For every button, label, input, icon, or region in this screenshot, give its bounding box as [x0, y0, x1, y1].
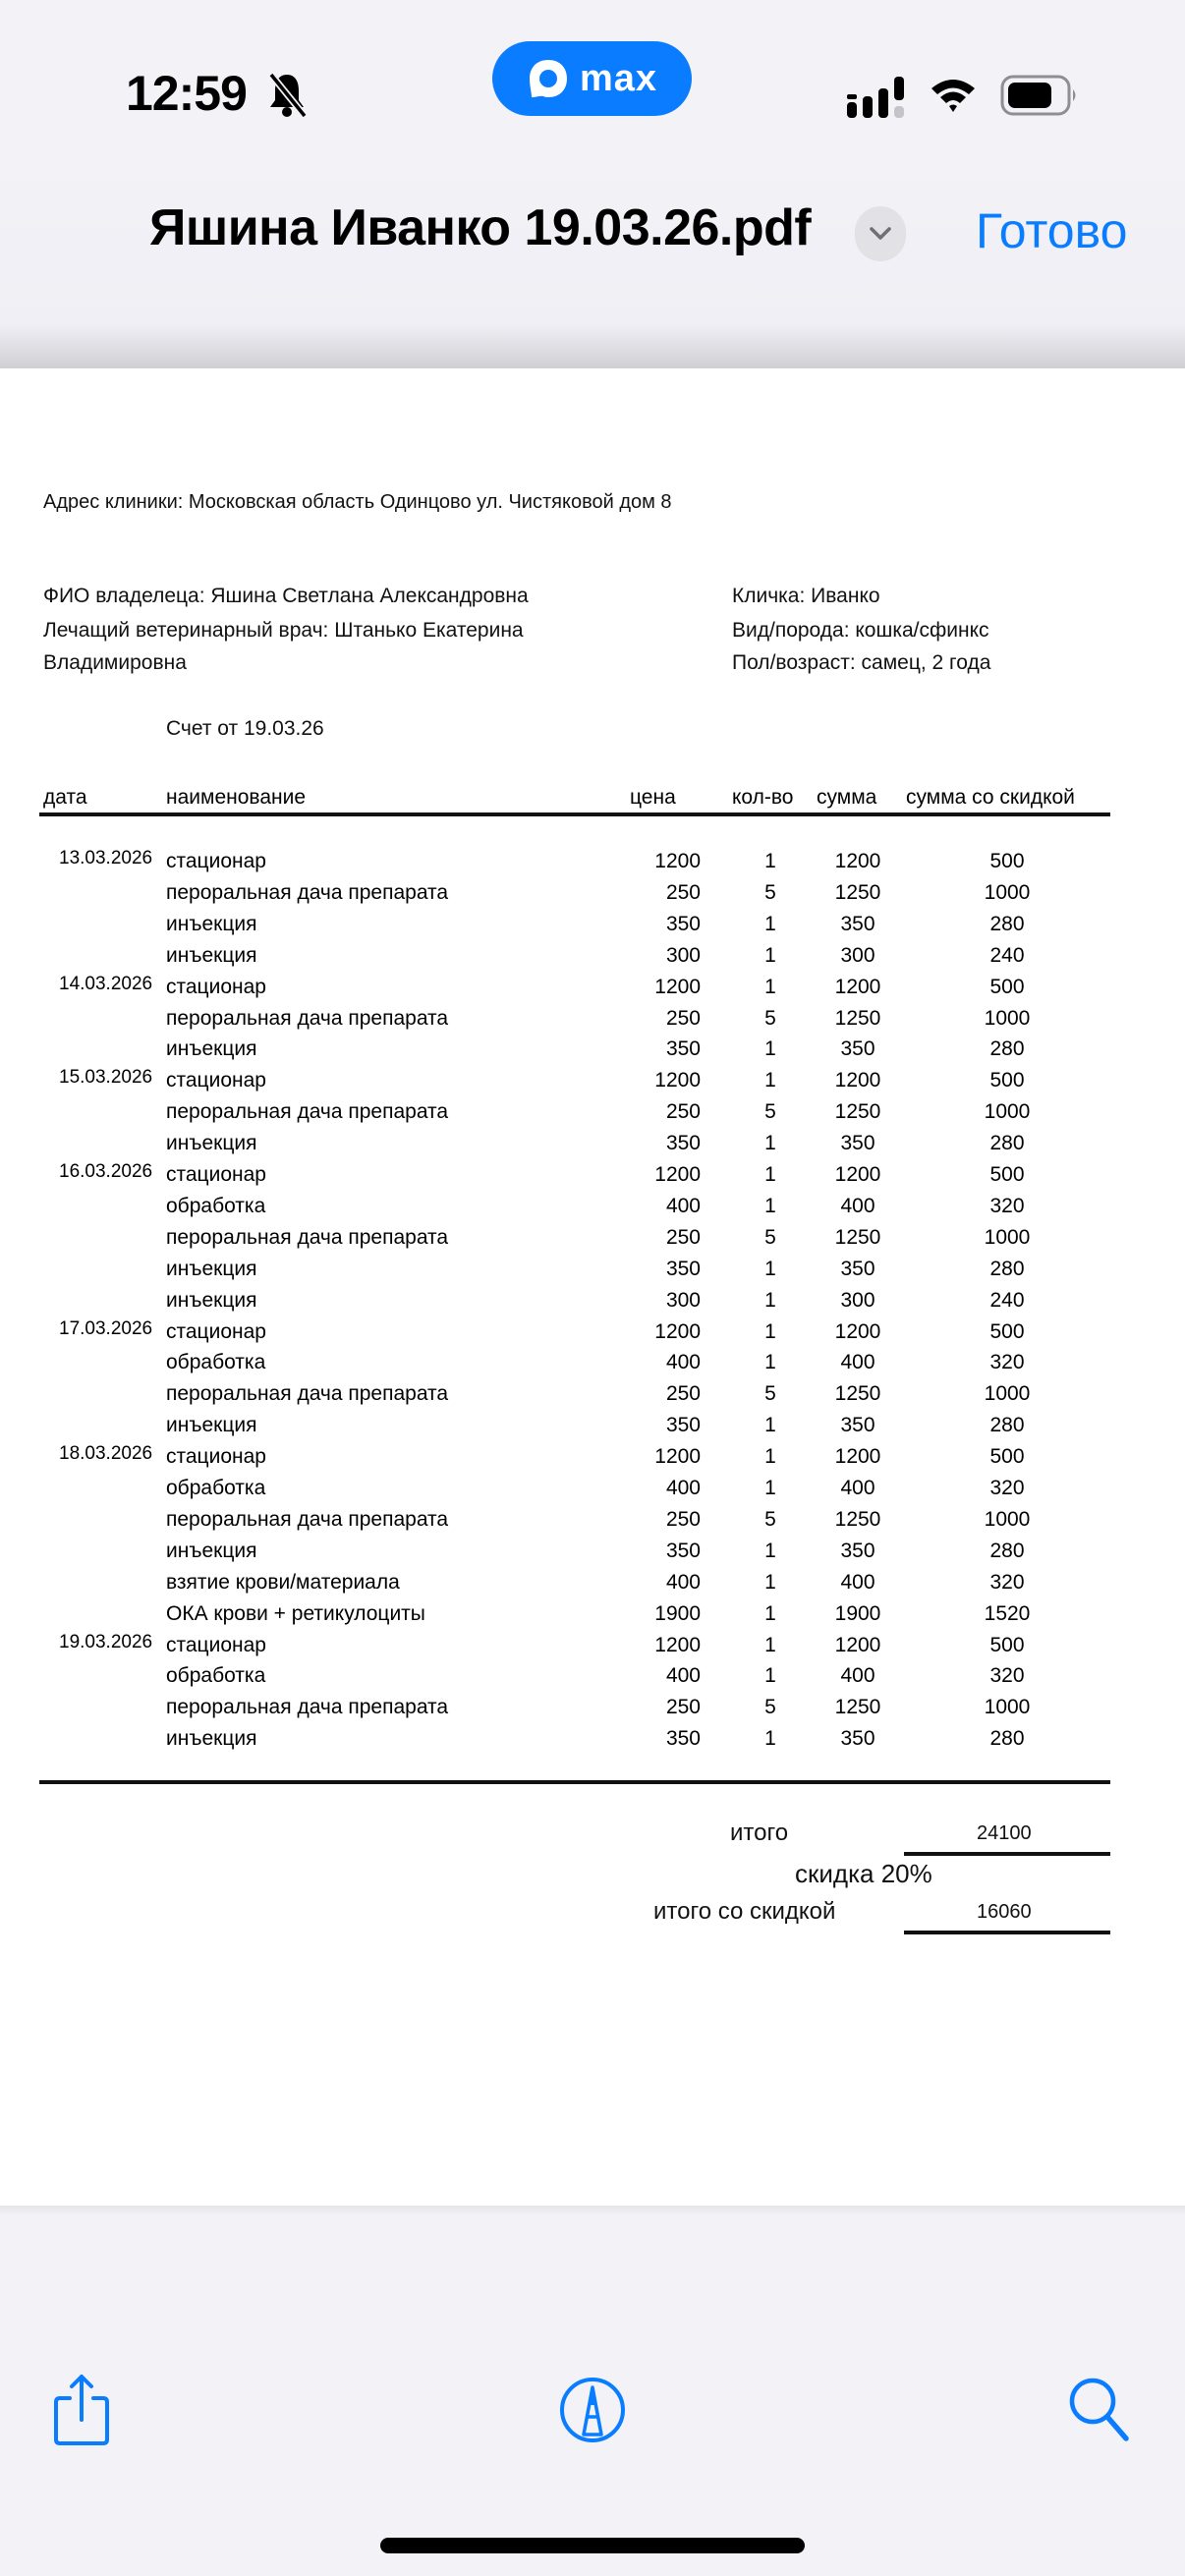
col-discounted: сумма со скидкой — [906, 786, 1075, 809]
table-row — [0, 1508, 1185, 1540]
row-qty: 1 — [764, 1069, 776, 1092]
row-discounted-sum: 500 — [989, 1163, 1025, 1186]
header-divider — [39, 812, 1110, 816]
row-price: 1200 — [654, 1633, 701, 1656]
table-row — [0, 1602, 1185, 1634]
cellular-signal-icon — [847, 77, 908, 118]
row-price: 350 — [665, 1257, 701, 1280]
row-price: 300 — [665, 943, 701, 967]
total-label: итого — [730, 1820, 789, 1846]
row-name: обработка — [166, 1194, 266, 1217]
row-date: 13.03.2026 — [59, 848, 153, 868]
discount-label: скидка 20% — [795, 1859, 932, 1888]
row-qty: 1 — [764, 1539, 776, 1562]
discounted-total-label: итого со скидкой — [653, 1898, 836, 1925]
row-qty: 1 — [764, 1414, 776, 1437]
row-discounted-sum: 500 — [989, 1633, 1025, 1656]
row-name: обработка — [166, 1351, 266, 1374]
row-sum: 350 — [840, 1539, 875, 1562]
row-discounted-sum: 320 — [989, 1351, 1025, 1374]
row-discounted-sum: 240 — [989, 1288, 1025, 1312]
table-row — [0, 944, 1185, 976]
table-row — [0, 1037, 1185, 1069]
row-sum: 1250 — [834, 880, 881, 904]
row-qty: 1 — [764, 912, 776, 935]
row-name: стационар — [166, 975, 266, 998]
row-sum: 1250 — [834, 1225, 881, 1249]
row-price: 1200 — [654, 1069, 701, 1092]
row-name: стационар — [166, 1633, 266, 1656]
row-price: 400 — [665, 1477, 701, 1499]
pet-name: Кличка: Иванко — [732, 585, 880, 607]
title-menu-button[interactable] — [855, 206, 906, 261]
row-price: 400 — [665, 1351, 701, 1374]
row-name: пероральная дача препарата — [166, 880, 449, 904]
row-qty: 1 — [764, 1288, 776, 1312]
row-discounted-sum: 280 — [989, 1539, 1025, 1562]
row-qty: 1 — [764, 1664, 776, 1688]
col-date: дата — [43, 786, 87, 809]
row-qty: 1 — [764, 1257, 776, 1280]
table-row — [0, 1195, 1185, 1226]
row-name: инъекция — [166, 1539, 257, 1562]
row-qty: 5 — [764, 1100, 776, 1124]
row-qty: 1 — [764, 1037, 776, 1061]
row-sum: 400 — [840, 1664, 875, 1688]
row-sum: 1200 — [834, 850, 881, 872]
table-row — [0, 850, 1185, 881]
row-sum: 400 — [840, 1477, 875, 1499]
row-sum: 400 — [840, 1194, 875, 1217]
invoice-title: Счет от 19.03.26 — [166, 717, 324, 740]
search-icon — [1067, 2376, 1132, 2444]
row-sum: 1200 — [834, 1163, 881, 1186]
row-name: ОКА крови + ретикулоциты — [166, 1601, 425, 1625]
search-button[interactable] — [1065, 2373, 1134, 2447]
row-sum: 1250 — [834, 1507, 881, 1531]
share-button[interactable] — [47, 2373, 116, 2447]
row-sum: 1200 — [834, 1445, 881, 1469]
row-discounted-sum: 280 — [989, 1132, 1025, 1155]
table-row — [0, 1414, 1185, 1445]
table-row — [0, 1132, 1185, 1163]
done-button[interactable]: Готово — [976, 203, 1128, 258]
row-date: 18.03.2026 — [59, 1443, 153, 1465]
row-discounted-sum: 280 — [989, 1727, 1025, 1751]
discounted-total-value: 16060 — [977, 1901, 1032, 1923]
pet-sex-age: Пол/возраст: самец, 2 года — [732, 651, 991, 674]
col-price: цена — [630, 786, 676, 809]
table-row — [0, 1007, 1185, 1038]
row-discounted-sum: 1000 — [984, 1225, 1031, 1249]
table-row — [0, 881, 1185, 913]
table-row — [0, 1100, 1185, 1132]
table-row — [0, 1571, 1185, 1602]
row-name: пероральная дача препарата — [166, 1507, 449, 1531]
row-discounted-sum: 500 — [989, 850, 1025, 872]
row-discounted-sum: 240 — [989, 943, 1025, 967]
row-price: 1200 — [654, 1445, 701, 1469]
table-row — [0, 1069, 1185, 1100]
home-indicator[interactable] — [380, 2538, 805, 2553]
row-qty: 1 — [764, 943, 776, 967]
row-discounted-sum: 320 — [989, 1664, 1025, 1688]
row-price: 1200 — [654, 975, 701, 998]
row-name: стационар — [166, 1069, 266, 1092]
row-discounted-sum: 1000 — [984, 1006, 1031, 1030]
row-sum: 400 — [840, 1570, 875, 1594]
row-sum: 350 — [840, 1727, 875, 1751]
table-row — [0, 1351, 1185, 1382]
row-price: 350 — [665, 1037, 701, 1061]
row-discounted-sum: 1000 — [984, 880, 1031, 904]
discounted-total-underline — [904, 1931, 1110, 1934]
row-sum: 350 — [840, 1414, 875, 1437]
row-discounted-sum: 500 — [989, 1069, 1025, 1092]
max-logo-icon — [527, 57, 570, 100]
row-qty: 1 — [764, 850, 776, 872]
row-qty: 5 — [764, 880, 776, 904]
row-price: 250 — [665, 1006, 701, 1030]
row-qty: 5 — [764, 1696, 776, 1719]
row-qty: 1 — [764, 1351, 776, 1374]
bottom-toolbar — [0, 2206, 1185, 2576]
row-date: 17.03.2026 — [59, 1317, 153, 1339]
row-name: инъекция — [166, 912, 257, 935]
row-price: 1200 — [654, 850, 701, 872]
row-qty: 5 — [764, 1006, 776, 1030]
row-name: инъекция — [166, 1288, 257, 1312]
table-row — [0, 1477, 1185, 1508]
row-sum: 1200 — [834, 1069, 881, 1092]
row-qty: 1 — [764, 1570, 776, 1594]
app-pill-label: max — [579, 57, 658, 99]
chevron-down-icon — [870, 227, 891, 241]
row-price: 250 — [665, 880, 701, 904]
row-qty: 1 — [764, 1633, 776, 1656]
row-sum: 350 — [840, 1257, 875, 1280]
row-price: 350 — [665, 1727, 701, 1751]
row-name: инъекция — [166, 1132, 257, 1155]
table-row — [0, 1289, 1185, 1320]
row-sum: 1200 — [834, 1319, 881, 1343]
active-app-pill[interactable] — [492, 41, 692, 116]
table-bottom-divider — [39, 1780, 1110, 1784]
row-sum: 300 — [840, 943, 875, 967]
bell-slash-icon — [265, 71, 309, 120]
table-row — [0, 1382, 1185, 1414]
table-row — [0, 1163, 1185, 1195]
markup-button[interactable] — [558, 2373, 627, 2447]
doctor-name-line1: Лечащий ветеринарный врач: Штанько Екатерина — [43, 619, 524, 642]
table-row — [0, 1727, 1185, 1759]
wifi-icon — [930, 77, 977, 114]
row-name: инъекция — [166, 943, 257, 967]
row-sum: 350 — [840, 912, 875, 935]
row-name: обработка — [166, 1664, 266, 1688]
row-qty: 1 — [764, 1477, 776, 1499]
navigation-bar — [0, 147, 1185, 368]
row-price: 300 — [665, 1288, 701, 1312]
row-sum: 1250 — [834, 1006, 881, 1030]
row-sum: 1200 — [834, 975, 881, 998]
row-qty: 5 — [764, 1225, 776, 1249]
row-price: 400 — [665, 1664, 701, 1688]
row-name: стационар — [166, 1163, 266, 1186]
row-date: 14.03.2026 — [59, 973, 153, 994]
row-name: пероральная дача препарата — [166, 1100, 449, 1124]
row-price: 1200 — [654, 1163, 701, 1186]
row-price: 250 — [665, 1507, 701, 1531]
status-time: 12:59 — [126, 66, 247, 121]
row-discounted-sum: 280 — [989, 1414, 1025, 1437]
row-sum: 1900 — [834, 1601, 881, 1625]
row-sum: 300 — [840, 1288, 875, 1312]
row-price: 1900 — [654, 1601, 701, 1625]
row-price: 350 — [665, 912, 701, 935]
row-name: инъекция — [166, 1727, 257, 1751]
total-value: 24100 — [977, 1822, 1032, 1844]
row-qty: 1 — [764, 1194, 776, 1217]
table-row — [0, 1226, 1185, 1258]
row-price: 400 — [665, 1194, 701, 1217]
table-row — [0, 1540, 1185, 1571]
share-icon — [52, 2373, 111, 2447]
row-price: 250 — [665, 1382, 701, 1406]
row-price: 350 — [665, 1539, 701, 1562]
row-discounted-sum: 320 — [989, 1477, 1025, 1499]
col-name: наименование — [166, 786, 307, 809]
row-price: 250 — [665, 1696, 701, 1719]
row-discounted-sum: 1000 — [984, 1382, 1031, 1406]
row-name: пероральная дача препарата — [166, 1382, 449, 1406]
row-qty: 1 — [764, 975, 776, 998]
row-discounted-sum: 1000 — [984, 1100, 1031, 1124]
row-qty: 1 — [764, 1601, 776, 1625]
row-sum: 1250 — [834, 1696, 881, 1719]
row-price: 350 — [665, 1132, 701, 1155]
row-sum: 1200 — [834, 1633, 881, 1656]
row-discounted-sum: 280 — [989, 1037, 1025, 1061]
col-qty: кол-во — [732, 786, 794, 809]
row-name: пероральная дача препарата — [166, 1696, 449, 1719]
row-date: 19.03.2026 — [59, 1631, 153, 1652]
table-row — [0, 1696, 1185, 1727]
table-row — [0, 1445, 1185, 1477]
row-name: взятие крови/материала — [166, 1570, 400, 1594]
pet-species: Вид/порода: кошка/сфинкс — [732, 619, 989, 642]
row-name: стационар — [166, 850, 266, 872]
row-sum: 350 — [840, 1037, 875, 1061]
row-sum: 400 — [840, 1351, 875, 1374]
row-discounted-sum: 1520 — [984, 1601, 1031, 1625]
clinic-address: Адрес клиники: Московская область Одинцово ул. Чистяковой дом 8 — [43, 491, 672, 513]
table-row — [0, 973, 1185, 1007]
row-discounted-sum: 320 — [989, 1570, 1025, 1594]
row-qty: 1 — [764, 1132, 776, 1155]
row-name: пероральная дача препарата — [166, 1006, 449, 1030]
table-row — [0, 1664, 1185, 1696]
battery-icon — [1000, 75, 1079, 116]
row-qty: 1 — [764, 1319, 776, 1343]
row-sum: 1250 — [834, 1100, 881, 1124]
table-row — [0, 1317, 1185, 1352]
row-name: инъекция — [166, 1037, 257, 1061]
table-row — [0, 1258, 1185, 1289]
row-price: 1200 — [654, 1319, 701, 1343]
row-qty: 1 — [764, 1163, 776, 1186]
row-name: стационар — [166, 1319, 266, 1343]
table-row — [0, 913, 1185, 944]
row-qty: 1 — [764, 1445, 776, 1469]
markup-pen-icon — [558, 2376, 627, 2444]
row-discounted-sum: 500 — [989, 975, 1025, 998]
row-qty: 5 — [764, 1382, 776, 1406]
row-sum: 350 — [840, 1132, 875, 1155]
row-discounted-sum: 280 — [989, 912, 1025, 935]
status-bar — [0, 0, 1185, 147]
row-discounted-sum: 500 — [989, 1445, 1025, 1469]
row-discounted-sum: 500 — [989, 1319, 1025, 1343]
row-sum: 1250 — [834, 1382, 881, 1406]
row-name: стационар — [166, 1445, 266, 1469]
row-name: инъекция — [166, 1257, 257, 1280]
col-sum: сумма — [817, 786, 877, 809]
row-name: инъекция — [166, 1414, 257, 1437]
row-date: 16.03.2026 — [59, 1161, 153, 1182]
row-qty: 1 — [764, 1727, 776, 1751]
row-name: обработка — [166, 1477, 266, 1499]
owner-name: ФИО владелеца: Яшина Светлана Александровна — [43, 585, 529, 607]
row-name: пероральная дача препарата — [166, 1225, 449, 1249]
total-underline — [904, 1852, 1110, 1856]
row-price: 350 — [665, 1414, 701, 1437]
row-qty: 5 — [764, 1507, 776, 1531]
row-date: 15.03.2026 — [59, 1067, 153, 1089]
row-discounted-sum: 280 — [989, 1257, 1025, 1280]
doctor-name-line2: Владимировна — [43, 651, 187, 674]
row-price: 250 — [665, 1225, 701, 1249]
pdf-page[interactable] — [0, 368, 1185, 2206]
row-price: 400 — [665, 1570, 701, 1594]
table-row — [0, 1631, 1185, 1665]
row-price: 250 — [665, 1100, 701, 1124]
row-discounted-sum: 1000 — [984, 1507, 1031, 1531]
document-title[interactable]: Яшина Иванко 19.03.26.pdf — [149, 199, 812, 256]
row-discounted-sum: 1000 — [984, 1696, 1031, 1719]
row-discounted-sum: 320 — [989, 1194, 1025, 1217]
